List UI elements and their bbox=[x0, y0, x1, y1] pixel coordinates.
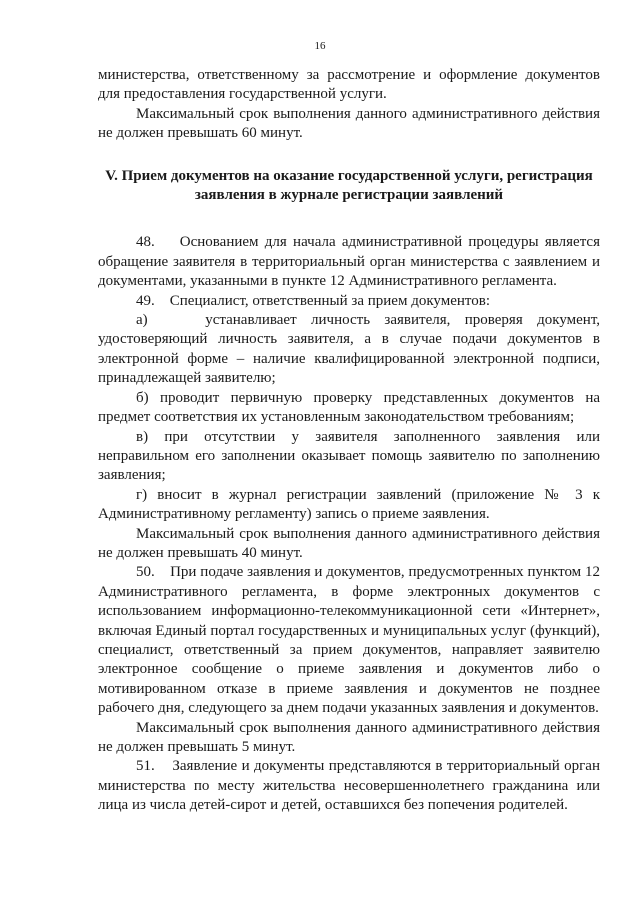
paragraph-51: 51. Заявление и документы представляются в территориальный орган министерства по месту жительства несовершеннолетнего гражданина или лица из числа детей-сирот и детей, оставшихся без попечения родителей. bbox=[98, 758, 600, 814]
paragraph-49-b: б) проводит первичную проверку представленных документов на предмет соответствия их установленным законодательством требованиям; bbox=[98, 389, 600, 426]
max-time-paragraph-5: Максимальный срок выполнения данного административного действия не должен превышать 5 минут. bbox=[98, 719, 600, 755]
document-body bbox=[98, 66, 600, 816]
paragraph-49-c: в) при отсутствии у заявителя заполненного заявления или неправильном его заполнении оказывает помощь заявителю по заполнению заявления; bbox=[98, 428, 600, 484]
section-heading-line-2: заявления в журнале регистрации заявлений bbox=[194, 187, 504, 204]
page-number: 16 bbox=[314, 40, 326, 52]
intro-paragraph: министерства, ответственному за рассмотрение и оформление документов для предоставления государственной услуги. bbox=[98, 67, 600, 103]
section-heading-line-1: V. Прием документов на оказание государственной услуги, регистрация bbox=[105, 167, 593, 184]
section-heading bbox=[98, 167, 600, 206]
paragraph-49-a: а) устанавливает личность заявителя, проверяя документ, удостоверяющий личность заявителя, а в случае подачи документов в электронной форме – наличие квалифицированной электронной подписи, принадлежащей заявителю; bbox=[98, 312, 600, 387]
max-time-paragraph: Максимальный срок выполнения данного административного действия не должен превышать 60 минут. bbox=[98, 105, 600, 142]
paragraph-48: 48. Основанием для начала административной процедуры является обращение заявителя в территориальный орган министерства с заявлением и документами, указанными в пункте 12 Административного регламента. bbox=[98, 234, 600, 290]
paragraph-49-d: г) вносит в журнал регистрации заявлений (приложение № 3 к Административному регламенту) запись о приеме заявления. bbox=[98, 486, 600, 523]
paragraph-50: 50. При подаче заявления и документов, предусмотренных пунктом 12 Административного регламента, в форме электронных документов с использованием информационно-телекоммуникационной сети «Интернет», включая Единый портал государственных и муниципальных услуг (функций), специалист, ответственный за прием документов, направляет заявителю электронное сообщение о приеме заявления и документов либо о мотивированном отказе в приеме заявления и документов не позднее рабочего дня, следующего за днем подачи указанных заявления и документов. bbox=[98, 564, 600, 717]
paragraph-49: 49. Специалист, ответственный за прием документов: bbox=[136, 292, 490, 309]
max-time-paragraph-40: Максимальный срок выполнения данного административного действия не должен превышать 40 минут. bbox=[98, 525, 600, 561]
